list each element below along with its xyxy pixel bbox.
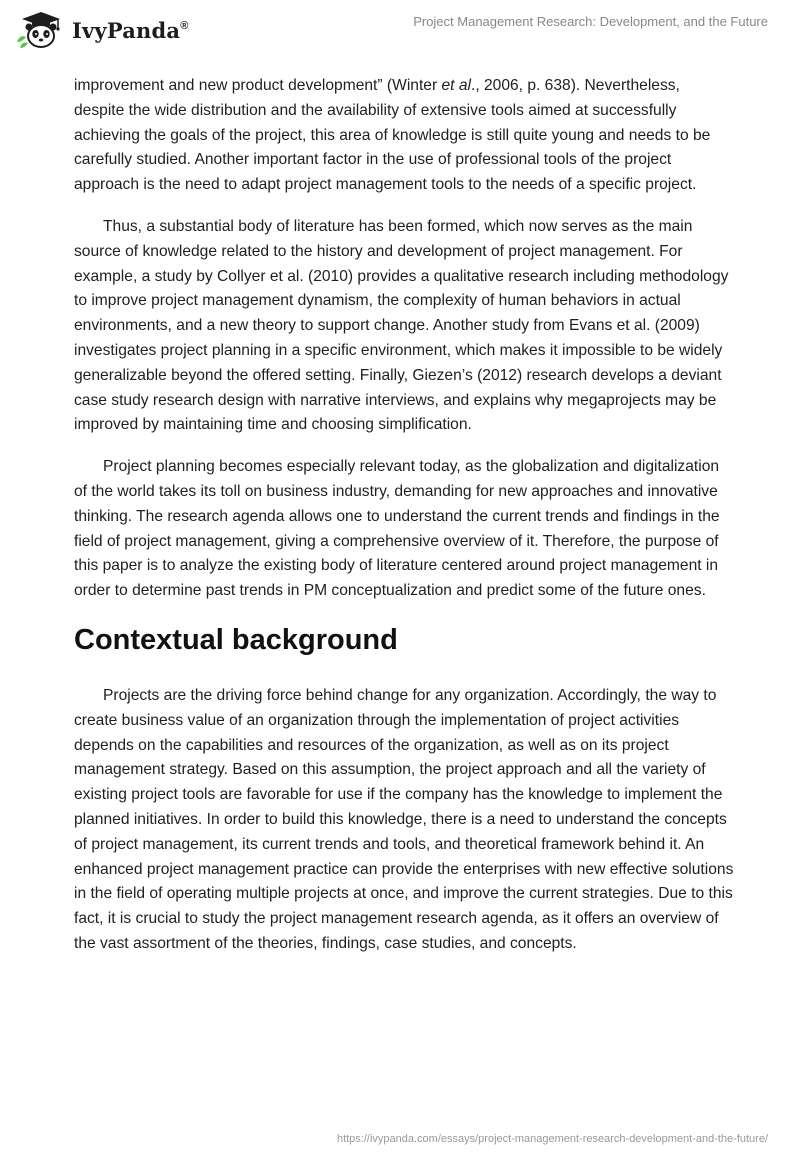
citation-emphasis: et al: [441, 77, 471, 94]
paragraph-3: Project planning becomes especially relevant today, as the globalization and digitalization of the world takes its toll on business industry, demanding for new approaches and innovative thinking. The research agenda allows one to understand the current trends and findings in the field of project management, giving a comprehensive overview of it. Therefore, the purpose of this paper is to analyze the existing body of literature centered around project management in order to determine past trends in PM conceptualization and predict some of the future ones.: [74, 458, 720, 600]
section-heading: Contextual background: [74, 623, 398, 656]
logo-wordmark: IvyPanda®: [72, 17, 189, 43]
paragraph-1-text-b: ., 2006, p. 638). Nevertheless, despite the wide distribution and the availability of extensive tools aimed at successfully achieving the goals of the project, this area of knowledge is still quite young and needs to be carefully studied. Another important factor in the use of professional tools of the project approach is the need to adapt project management tools to the needs of a specific project.: [74, 77, 711, 194]
registered-mark: ®: [180, 19, 189, 32]
paragraph-1-text-a: improvement and new product development” (Winter: [74, 77, 442, 94]
document-title: Project Management Research: Development, and the Future: [413, 14, 768, 29]
source-url[interactable]: https://ivypanda.com/essays/project-management-research-development-and-the-future/: [336, 1133, 768, 1145]
panda-graduate-icon: [14, 10, 68, 50]
paragraph-4: Projects are the driving force behind change for any organization. Accordingly, the way to create business value of an organization through the implementation of project activities depends on the capabilities and resources of the organization, as well as on its project management strategy. Based on this assumption, the project approach and all the variety of existing project tools are favorable for use if the company has the knowledge to implement the planned initiatives. In order to build this knowledge, there is a need to understand the concepts of project management, its current trends and tools, and theoretical framework behind it. An enhanced project management practice can provide the enterprises with new effective solutions in the field of operating multiple projects at once, and improve the current strategies. Due to this fact, it is crucial to study the project management research agenda, as it offers an overview of the vast assortment of the theories, findings, case studies, and concepts.: [74, 686, 734, 952]
paragraph-1: [74, 74, 734, 198]
page-header: [0, 0, 800, 60]
article-body: [74, 74, 734, 957]
paragraph-2: Thus, a substantial body of literature has been formed, which now serves as the main source of knowledge related to the history and development of project management. For example, a study by Collyer et al. (2010) provides a qualitative research including methodology to improve project management dynamism, the complexity of human behaviors in actual environments, and a new theory to support change. Another study from Evans et al. (2009) investigates project planning in a specific environment, which makes it impossible to be widely generalizable beyond the offered setting. Finally, Giezen’s (2012) research develops a deviant case study research design with narrative interviews, and explains why megaprojects may be improved by maintaining time and choosing simplification.: [74, 217, 729, 434]
ivypanda-logo[interactable]: [14, 10, 189, 50]
